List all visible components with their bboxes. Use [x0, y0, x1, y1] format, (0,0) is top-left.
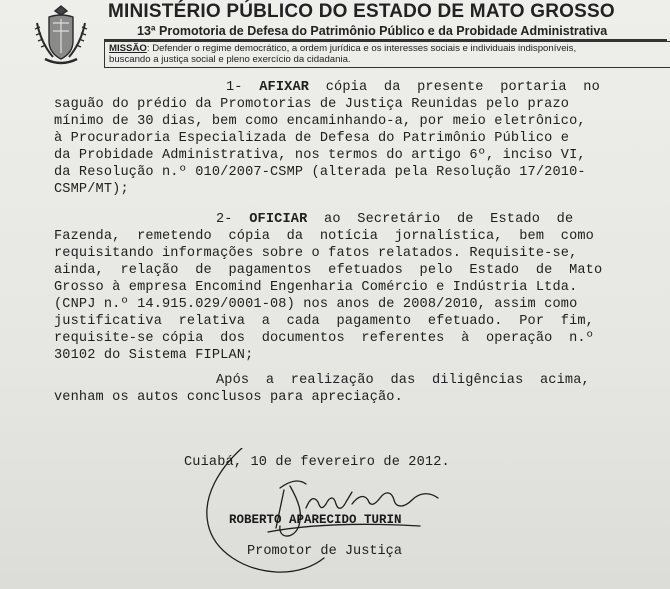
paragraph-2-line: ainda, relação de pagamentos efetuados pelo Estado de Mato	[54, 263, 603, 278]
mission-text-line-2: buscando a justiça social e pleno exercício da cidadania.	[109, 54, 351, 65]
paragraph-1-line-1-text: cópia da presente portaria no	[325, 80, 600, 95]
paragraph-1-line: à Procuradoria Especializada de Defesa do Patrimônio Público e	[54, 131, 570, 146]
paragraph-3-line: venham os autos conclusos para apreciação.	[54, 390, 403, 405]
paragraph-2-line: Grosso à empresa Encomind Engenharia Comércio e Indústria Ltda.	[54, 280, 578, 295]
paragraph-2-line-1-text: ao Secretário de Estado de	[324, 212, 574, 227]
paragraph-2-line: Fazenda, remetendo cópia da notícia jornalística, bem como	[54, 229, 594, 244]
paragraph-3-line: Após a realização das diligências acima,	[216, 373, 590, 388]
paragraph-1-number: 1-	[226, 80, 243, 95]
paragraph-1-line: saguão do prédio da Promotorias de Justiça Reunidas pelo prazo	[54, 97, 570, 112]
paragraph-2-line: justificativa relativa a cada pagamento efetuado. Por fim,	[54, 314, 594, 329]
letterhead-subtitle: 13ª Promotoria de Defesa do Patrimônio Público e da Probidade Administrativa	[137, 24, 608, 38]
mission-text-line-1: : Defender o regime democrático, a ordem jurídica e os interesses sociais e individuais indisponíveis,	[146, 43, 577, 54]
date-line: Cuiabá, 10 de fevereiro de 2012.	[184, 455, 450, 470]
paragraph-2-first-line	[216, 212, 573, 227]
paragraph-2-line: 30102 do Sistema FIPLAN;	[54, 348, 254, 363]
letterhead-title: MINISTÉRIO PÚBLICO DO ESTADO DE MATO GROSSO	[108, 1, 615, 22]
mission-box	[104, 41, 670, 68]
letterhead	[0, 0, 670, 75]
paragraph-2-line: requisite-se cópia dos documentos referentes à operação n.º	[54, 331, 594, 346]
paragraph-1-keyword: AFIXAR	[259, 80, 310, 95]
paragraph-1-line: mínimo de 30 dias, bem como encaminhando-a, por meio eletrônico,	[54, 114, 586, 129]
mission-label: MISSÃO	[109, 43, 147, 54]
paragraph-1-line: da Resolução n.º 010/2007-CSMP (alterada pela Resolução 17/2010-	[54, 165, 586, 180]
signer-name: ROBERTO APARECIDO TURIN	[229, 513, 402, 527]
signer-role: Promotor de Justiça	[247, 544, 402, 559]
paragraph-1-line: CSMP/MT);	[54, 182, 129, 197]
paragraph-2-keyword: OFICIAR	[249, 212, 308, 227]
paragraph-1-line: da Probidade Administrativa, nos termos do artigo 6º, inciso VI,	[54, 148, 586, 163]
paragraph-1-first-line	[226, 80, 600, 95]
paragraph-2-line: (CNPJ n.º 14.915.029/0001-08) nos anos de 2008/2010, assim como	[54, 297, 578, 312]
paragraph-2-line: requisitando informações sobre o fatos relatados. Requisite-se,	[54, 246, 578, 261]
paragraph-2-number: 2-	[216, 212, 233, 227]
state-coat-of-arms-icon	[31, 3, 91, 67]
